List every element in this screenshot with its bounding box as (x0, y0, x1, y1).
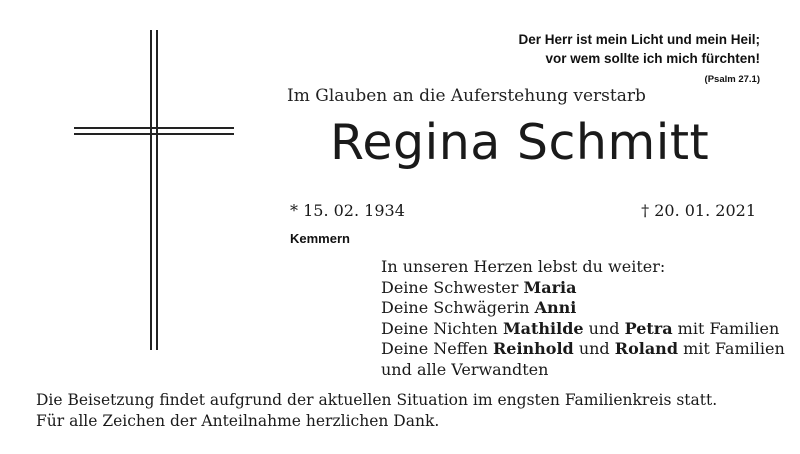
mourner-others: und alle Verwandten (381, 359, 549, 379)
place-name: Kemmern (290, 231, 350, 246)
death-date: † 20. 01. 2021 (641, 201, 756, 220)
closing-text (36, 390, 717, 432)
mourners-heading: In unseren Herzen lebst du weiter: (381, 257, 666, 276)
cross-icon (74, 30, 234, 350)
mourner-nieces: Deine Nichten Mathilde und Petra mit Familien (381, 318, 780, 338)
mourner-sister: Deine Schwester Maria (381, 277, 577, 297)
mourner-nephews: Deine Neffen Reinhold und Roland mit Familien (381, 339, 785, 358)
verse-reference: (Psalm 27.1) (704, 74, 760, 85)
closing-line-1: Die Beisetzung findet aufgrund der aktuellen Situation im engsten Familienkreis statt. (36, 391, 718, 409)
verse-line-2: vor wem sollte ich mich fürchten! (545, 51, 760, 66)
closing-line-2: Für alle Zeichen der Anteilnahme herzlichen Dank. (36, 412, 440, 430)
bible-verse (470, 30, 760, 68)
mourners-list (381, 257, 785, 380)
birth-date: * 15. 02. 1934 (290, 201, 405, 220)
mourner-sister-in-law: Deine Schwägerin Anni (381, 298, 577, 317)
verse-line-1: Der Herr ist mein Licht und mein Heil; (518, 32, 760, 47)
intro-text: Im Glauben an die Auferstehung verstarb (287, 86, 646, 106)
deceased-name: Regina Schmitt (330, 114, 710, 171)
